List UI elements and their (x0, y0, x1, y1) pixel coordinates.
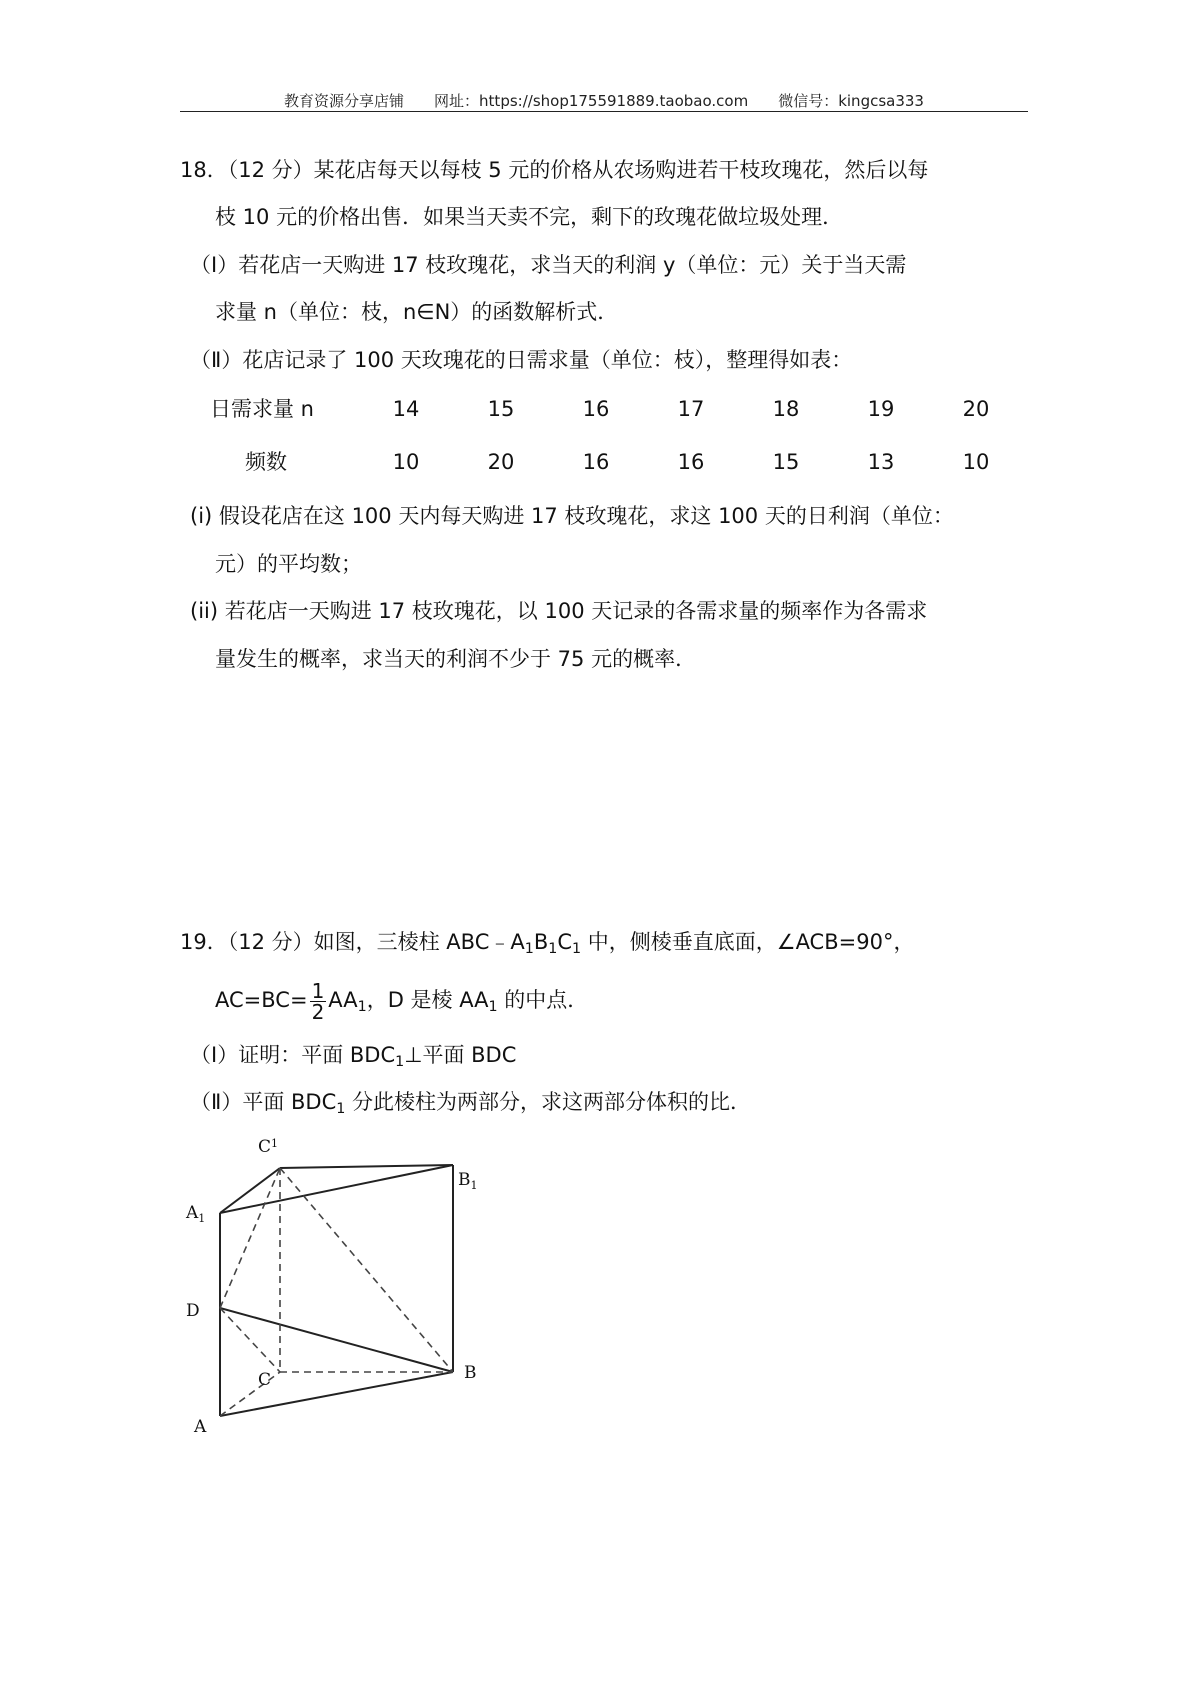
table-header-demand: 日需求量 n (210, 397, 314, 421)
table-cell: 20 (962, 397, 990, 421)
subscript: 1 (336, 1100, 346, 1117)
subscript: 1 (395, 1053, 405, 1070)
wechat-label: 微信号： (778, 91, 839, 110)
table-cell: 15 (487, 397, 515, 421)
fraction-one-half (310, 978, 327, 1024)
label-c: C (258, 1370, 272, 1390)
table-header-frequency: 频数 (245, 450, 287, 474)
q19-line-1 (180, 927, 914, 964)
q18-line-2: 枝 10 元的价格出售．如果当天卖不完，剩下的玫瑰花做垃圾处理． (215, 205, 844, 229)
q19-text: （Ⅰ）证明：平面 BDC (190, 1043, 396, 1067)
label-b: B (464, 1363, 477, 1383)
subscript: 1 (357, 998, 367, 1015)
table-cell: 18 (772, 397, 800, 421)
q18-sub2-line-2: 量发生的概率，求当天的利润不少于 75 元的概率． (215, 647, 697, 671)
table-cell: 19 (867, 397, 895, 421)
table-cell: 16 (677, 450, 705, 474)
q18-part2-line-1: （Ⅱ）花店记录了 100 天玫瑰花的日需求量（单位：枝），整理得如表： (190, 348, 853, 372)
shop-url[interactable] (434, 90, 748, 111)
hidden-edge-d-c (220, 1308, 280, 1372)
label-c1 (258, 1137, 278, 1157)
q19-text: 19．（12 分）如图，三棱柱 ABC﹣A (180, 930, 525, 954)
label-a1 (185, 1203, 205, 1225)
q19-part1 (190, 1040, 516, 1077)
label-c1-sub: 1 (271, 1137, 279, 1150)
table-cell: 10 (392, 450, 420, 474)
subscript: 1 (571, 940, 582, 957)
q18-line-1: 18．（12 分）某花店每天以每枝 5 元的价格从农场购进若干枝玫瑰花，然后以每 (180, 158, 929, 182)
subscript: 1 (548, 940, 558, 957)
label-b1-sub: 1 (470, 1179, 478, 1192)
label-d: D (186, 1301, 200, 1321)
q19-text: 分此棱柱为两部分，求这两部分体积的比． (345, 1090, 752, 1114)
subscript: 1 (488, 998, 498, 1015)
edge-a1-b1 (220, 1165, 453, 1213)
fraction-denominator: 2 (311, 999, 325, 1024)
hidden-edge-d-c1 (220, 1168, 280, 1308)
label-b1 (458, 1170, 478, 1192)
q19-text: B (533, 930, 549, 954)
q19-text: ⊥平面 BDC (404, 1043, 517, 1067)
header-divider (180, 111, 1028, 112)
hidden-edge-c1-b (280, 1168, 453, 1372)
shop-name: 教育资源分享店铺 (284, 91, 405, 110)
q19-text: （Ⅱ）平面 BDC (190, 1090, 337, 1114)
table-row-demand (210, 394, 1010, 424)
table-cell: 15 (772, 450, 800, 474)
page-header (180, 86, 1028, 114)
q18-sub1-line-1: (i) 假设花店在这 100 天内每天购进 17 枝玫瑰花，求这 100 天的日利润（单位： (190, 504, 954, 528)
url-label: 网址： (434, 91, 480, 110)
label-c1-letter: C (258, 1137, 272, 1157)
subscript: 1 (524, 940, 534, 957)
q18-part1-line-2: 求量 n（单位：枝，n∈N）的函数解析式． (215, 300, 619, 324)
label-a: A (194, 1417, 207, 1437)
table-cell: 16 (582, 397, 610, 421)
q19-text: ，D 是棱 AA (366, 988, 489, 1012)
table-cell: 10 (962, 450, 990, 474)
edge-d-b (220, 1308, 453, 1372)
q19-text: C (557, 930, 572, 954)
prism-figure (180, 1130, 500, 1440)
url-value: https://shop175591889.taobao.com (479, 91, 749, 110)
fraction-numerator: 1 (311, 978, 325, 1003)
q19-text: 的中点． (497, 988, 589, 1012)
edge-c1-b1 (280, 1165, 453, 1168)
table-cell: 20 (487, 450, 515, 474)
label-a1-letter: A (186, 1203, 199, 1223)
q19-text: 中，侧棱垂直底面，∠ACB=90°， (581, 930, 915, 954)
q19-text: AA (328, 988, 358, 1012)
table-cell: 16 (582, 450, 610, 474)
q18-sub2-line-1: (ii) 若花店一天购进 17 枝玫瑰花，以 100 天记录的各需求量的频率作为各需求 (190, 599, 928, 623)
q19-text: AC=BC= (215, 988, 308, 1012)
table-row-frequency (210, 447, 1010, 477)
wechat-value: kingcsa333 (838, 91, 924, 110)
q19-line-2 (215, 975, 588, 1025)
label-a1-sub: 1 (198, 1212, 206, 1225)
wechat-id (778, 90, 924, 111)
table-cell: 17 (677, 397, 705, 421)
q18-sub1-line-2: 元）的平均数； (215, 552, 362, 576)
edge-a-b (220, 1372, 453, 1416)
q18-part1-line-1: （Ⅰ）若花店一天购进 17 枝玫瑰花，求当天的利润 y（单位：元）关于当天需 (190, 253, 907, 277)
table-cell: 13 (867, 450, 895, 474)
label-b1-letter: B (458, 1170, 471, 1190)
table-cell: 14 (392, 397, 420, 421)
q19-part2 (190, 1087, 751, 1124)
